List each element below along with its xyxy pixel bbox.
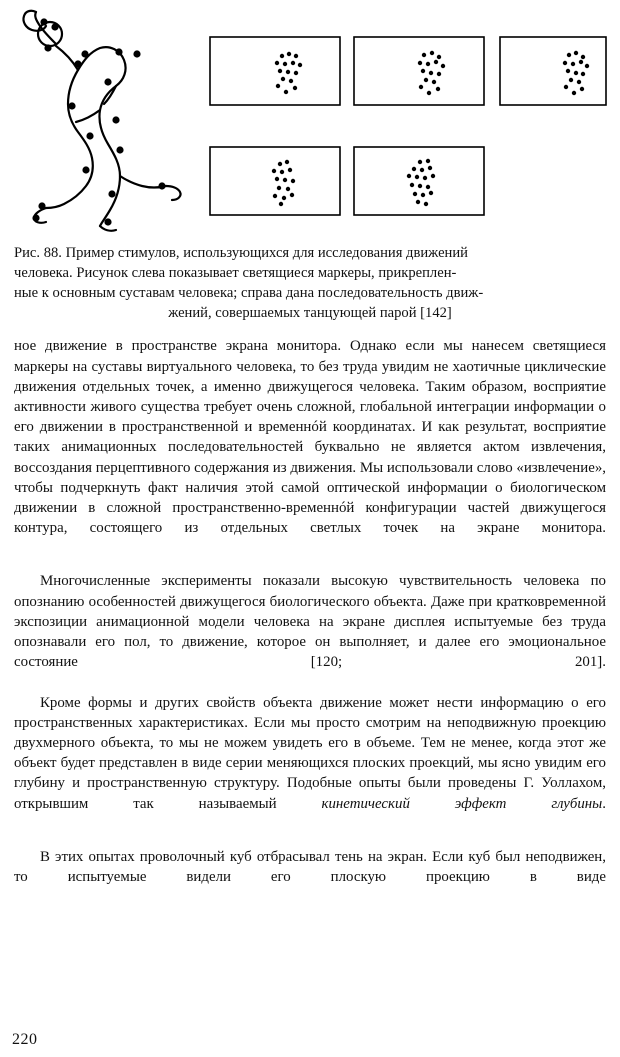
caption-line-4: жений, совершаемых танцующей парой [142] <box>168 304 452 321</box>
paragraph-4: В этих опытах проволочный куб отбрасывал тень на экран. Если куб был неподвижен, то испытуемые видели его плоскую проекцию в виде <box>14 848 606 886</box>
walker-silhouette <box>23 11 180 231</box>
paragraph-3-part-a: Кроме формы и других свойств объекта движение может нести информацию о его пространственных характеристиках. Если мы просто смотрим на неподвижную проекцию двухмерного объекта, то мы не можем увидеть его в объеме. Тем не менее, когда этот же объект будет представлен в виде серии меняющихся плоских проекций, мы ясно увидим его глубину и пространственную структуру. Подобные опыты были проведены Г. Уоллахом, открывшим так называемый <box>14 694 606 812</box>
paragraph-1: ное движение в пространстве экрана монитора. Однако если мы нанесем светящиеся маркеры на суставы виртуального человека, то без труда увидим не хаотичные циклические движения отдельных точек, а именно движущегося человека. Таким образом, восприятие активности живого существа требует очень сложной, глобальной интеграции информации о его движении в пространственной и временнóй координатах. И как результат, восприятие таких анимационных последовательностей буквально не является актом извлечения, воссоздания перцептивного содержания из движения. Мы использовали слово «извлечение», чтобы подчеркнуть факт наличия этой самой оптической информации о биологическом движении в сложной пространственно-временнóй конфигурации частей движущегося контура, состоящего из отдельных светлых точек на экране монитора. <box>14 338 606 537</box>
paragraph-3-part-b: . <box>602 795 607 812</box>
paragraph-2: Многочисленные эксперименты показали высокую чувствительность человека по опознанию особенностей движущегося биологического объекта. Даже при кратковременной экспозиции анимационной модели человека на экране дисплея испытуемые без труда опознавали его пол, то движение, которое он выполняет, и далее его эмоциональное состояние [120; 201]. <box>14 573 606 671</box>
figure-caption <box>12 244 608 323</box>
body-text-2 <box>12 571 608 833</box>
paragraph-3 <box>14 693 606 834</box>
page-number: 220 <box>12 1031 38 1048</box>
stimulus-panel-4 <box>210 147 340 215</box>
stimulus-panel-2 <box>354 37 484 105</box>
body-text-3 <box>12 847 608 908</box>
paragraph-3-italic-term: кинетический эффект глубины <box>321 795 603 812</box>
caption-line-2: человека. Рисунок слева показывает светящиеся маркеры, прикреплен- <box>14 264 457 281</box>
body-text <box>12 336 608 558</box>
figure-svg <box>12 8 608 238</box>
caption-line-3: ные к основным суставам человека; справа дана последовательность движ- <box>14 284 484 301</box>
page <box>0 8 620 1057</box>
figure-88 <box>12 8 608 240</box>
stimulus-panel-5 <box>354 147 484 215</box>
caption-line-1: Рис. 88. Пример стимулов, использующихся для исследования движений <box>14 245 468 261</box>
figure-graphic <box>12 8 608 238</box>
stimulus-panel-1 <box>210 37 340 105</box>
stimulus-panel-3 <box>500 37 606 105</box>
